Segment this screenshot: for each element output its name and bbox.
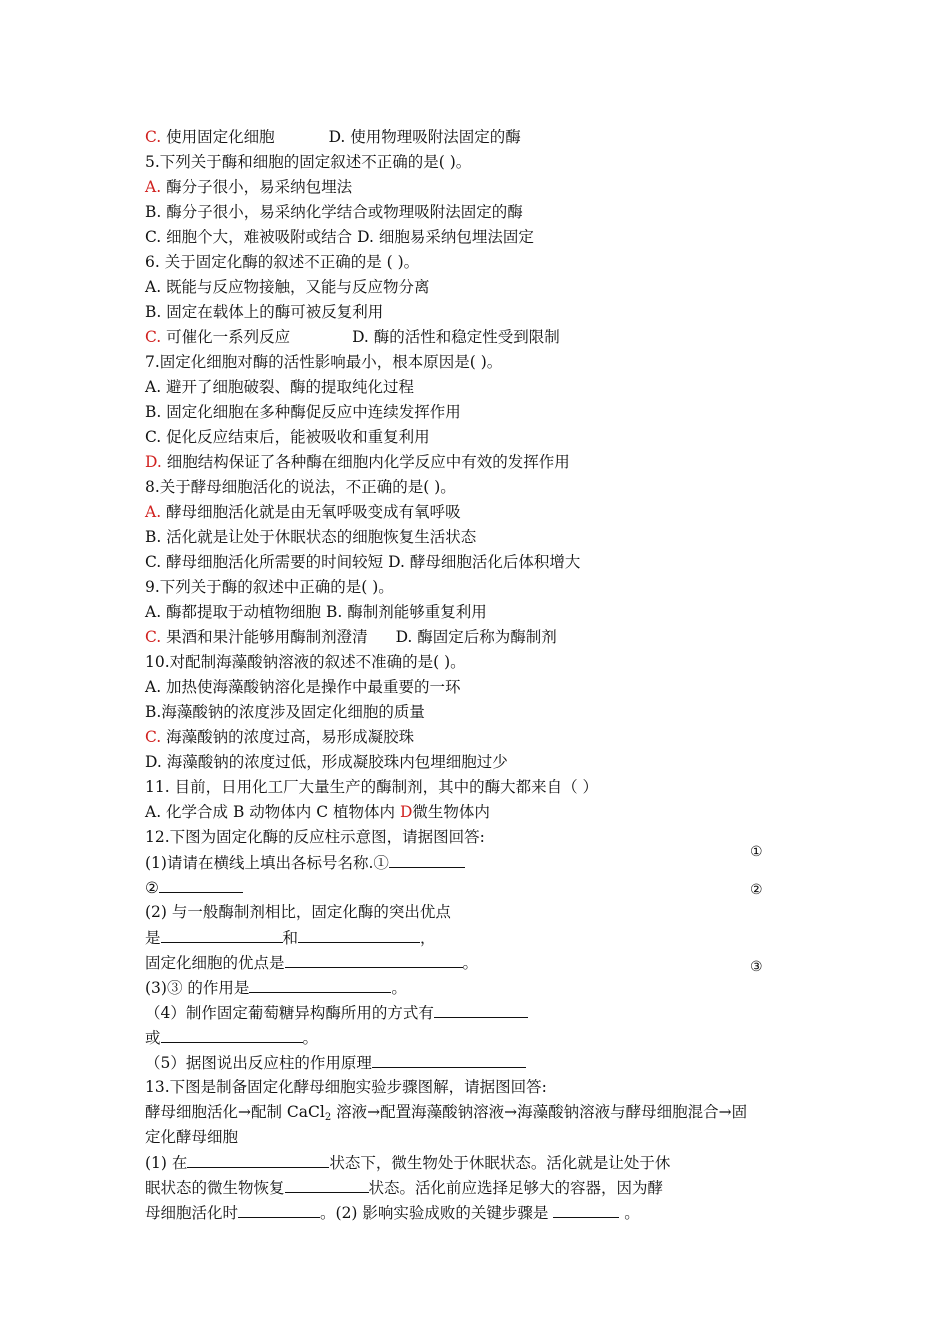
answer-blank[interactable]: [238, 1202, 320, 1218]
q6-option-a: A. 既能与反应物接触，又能与反应物分离: [145, 278, 430, 296]
answer-blank[interactable]: [161, 1027, 303, 1043]
q12-part4: （4）制作固定葡萄糖异构酶所用的方式有: [145, 1002, 528, 1023]
q7-option-c: C. 促化反应结束后，能被吸收和重复利用: [145, 428, 430, 446]
q11-stem: 11. 目前，日用化工厂大量生产的酶制剂，其中的酶大都来自（ ）: [145, 778, 599, 796]
q11-options: A. 化学合成 B 动物体内 C 植物体内 D微生物体内: [145, 803, 490, 821]
figure-marker-2: ②: [750, 882, 763, 898]
q8-stem: 8.关于酵母细胞活化的说法，不正确的是( )。: [145, 478, 456, 496]
answer-letter: A.: [145, 178, 162, 196]
answer-blank[interactable]: [553, 1202, 619, 1218]
figure-marker-1: ①: [750, 844, 763, 860]
answer-blank[interactable]: [434, 1002, 528, 1018]
q5-option-a: A. 酶分子很小，易采纳包埋法: [145, 178, 353, 196]
q10-option-d: D. 海藻酸钠的浓度过低，形成凝胶珠内包埋细胞过少: [145, 753, 508, 771]
q9-stem: 9.下列关于酶的叙述中正确的是( )。: [145, 578, 394, 596]
q12-part3: (3)③ 的作用是 。: [145, 979, 407, 997]
answer-letter: C.: [145, 728, 162, 746]
q6-stem: 6. 关于固定化酶的叙述不正确的是 ( )。: [145, 253, 420, 271]
answer-blank[interactable]: [249, 977, 391, 993]
answer-letter: A.: [145, 503, 162, 521]
q10-stem: 10.对配制海藻酸钠溶液的叙述不准确的是( )。: [145, 653, 466, 671]
q6-options-cd: C. 可催化一系列反应 D. 酶的活性和稳定性受到限制: [145, 328, 560, 346]
q7-option-b: B. 固定化细胞在多种酶促反应中连续发挥作用: [145, 403, 461, 421]
answer-letter: D.: [145, 453, 162, 471]
q9-options-ab: A. 酶都提取于动植物细胞 B. 酶制剂能够重复利用: [145, 603, 487, 621]
answer-blank[interactable]: [389, 852, 465, 868]
q12-part2: (2) 与一般酶制剂相比，固定化酶的突出优点: [145, 903, 451, 921]
answer-blank[interactable]: [161, 927, 283, 943]
answer-blank[interactable]: [285, 952, 463, 968]
q12-part1: (1)请请在横线上填出各标号名称.①: [145, 852, 465, 873]
figure-marker-3: ③: [750, 959, 763, 975]
q12-part5: （5）据图说出反应柱的作用原理: [145, 1052, 526, 1073]
answer-blank[interactable]: [187, 1152, 329, 1168]
q13-part1-end: 母细胞活化时 。(2) 影响实验成败的关键步骤是 。: [145, 1204, 640, 1222]
answer-blank[interactable]: [298, 927, 420, 943]
answer-blank[interactable]: [285, 1177, 369, 1193]
q12-part4-cont: 或 。: [145, 1029, 319, 1047]
q9-options-cd: C. 果酒和果汁能够用酶制剂澄清 D. 酶固定后称为酶制剂: [145, 628, 557, 646]
q8-option-b: B. 活化就是让处于休眠状态的细胞恢复生活状态: [145, 528, 477, 546]
q13-stem: 13.下图是制备固定化酵母细胞实验步骤图解，请据图回答:: [145, 1078, 547, 1096]
q5-option-b: B. 酶分子很小，易采纳化学结合或物理吸附法固定的酶: [145, 203, 523, 221]
q10-option-b: B.海藻酸钠的浓度涉及固定化细胞的质量: [145, 703, 425, 721]
q5-options-cd: C. 细胞个大，难被吸附或结合 D. 细胞易采纳包埋法固定: [145, 228, 534, 246]
q13-part1: (1) 在 状态下，微生物处于休眠状态。活化就是让处于休: [145, 1154, 671, 1172]
q6-option-b: B. 固定在载体上的酶可被反复利用: [145, 303, 384, 321]
q10-option-a: A. 加热使海藻酸钠溶化是操作中最重要的一环: [145, 678, 461, 696]
answer-blank[interactable]: [159, 877, 243, 893]
q13-part1-cont: 眠状态的微生物恢复 状态。活化前应选择足够大的容器，因为酵: [145, 1179, 664, 1197]
q10-option-c: C. 海藻酸钠的浓度过高，易形成凝胶珠: [145, 728, 415, 746]
q7-option-d: D. 细胞结构保证了各种酶在细胞内化学反应中有效的发挥作用: [145, 453, 570, 471]
q12-part2-cont: 是 和 ，: [145, 929, 436, 947]
q8-option-a: A. 酵母细胞活化就是由无氧呼吸变成有氧呼吸: [145, 503, 461, 521]
q13-flow: 酵母细胞活化→配制 CaCl$_2$ 溶液→配置海藻酸钠溶液→海藻酸钠溶液与酵母细胞混合→固: [145, 1103, 748, 1123]
q5-stem: 5.下列关于酶和细胞的固定叙述不正确的是( )。: [145, 153, 472, 171]
q13-flow-cont: 定化酵母细胞: [145, 1128, 239, 1146]
q12-part1-cont: ②: [145, 877, 243, 898]
q12-stem: 12.下图为固定化酶的反应柱示意图，请据图回答:: [145, 828, 485, 846]
answer-letter: C.: [145, 128, 162, 146]
q12-part2-cell: 固定化细胞的优点是 。: [145, 954, 479, 972]
q8-options-cd: C. 酵母细胞活化所需要的时间较短 D. 酵母细胞活化后体积增大: [145, 553, 581, 571]
answer-letter: D: [399, 803, 413, 821]
answer-blank[interactable]: [372, 1052, 526, 1068]
q4-options-cd: C. 使用固定化细胞 D. 使用物理吸附法固定的酶: [145, 128, 521, 146]
q7-option-a: A. 避开了细胞破裂、酶的提取纯化过程: [145, 378, 415, 396]
q7-stem: 7.固定化细胞对酶的活性影响最小，根本原因是( )。: [145, 353, 503, 371]
answer-letter: C.: [145, 628, 162, 646]
answer-letter: C.: [145, 328, 162, 346]
